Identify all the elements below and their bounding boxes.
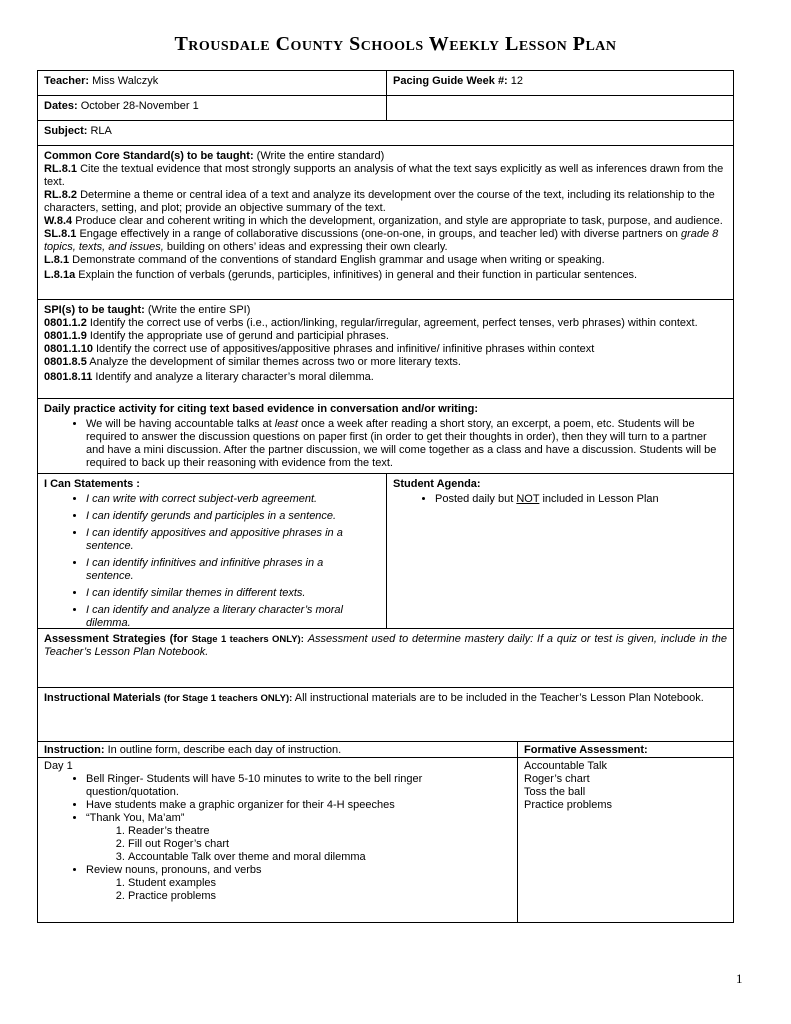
standard-item: RL.8.1 Cite the textual evidence that most strongly supports an analysis of what the text says explicitly as well as inferences drawn from the text. xyxy=(44,163,724,188)
assessment-section xyxy=(38,630,733,662)
agenda-section xyxy=(387,475,733,509)
practice-heading: Daily practice activity for citing text based evidence in conversation and/or writing: xyxy=(44,403,479,415)
teacher-label: Teacher: xyxy=(44,75,90,87)
formative-item: Toss the ball xyxy=(524,786,586,798)
spi-item: 0801.8.5 Analyze the development of similar themes across two or more literary texts. xyxy=(44,356,461,368)
instruction-subitem: 3. Accountable Talk over theme and moral dilemma xyxy=(128,851,446,864)
i-can-section xyxy=(38,475,386,633)
standard-item: SL.8.1 Engage effectively in a range of collaborative discussions (one-on-one, in groups, and teacher led) with diverse partners on grade 8 topics, texts, and issues, building on others’ ideas and expressing their own clearly. xyxy=(44,228,719,253)
dates-cell xyxy=(38,97,386,116)
standards-heading: Common Core Standard(s) to be taught: xyxy=(44,150,254,162)
instruction-heading-note: In outline form, describe each day of instruction. xyxy=(107,744,342,756)
practice-item: • We will be having accountable talks at least once a week after reading a short story, an excerpt, a poem, etc. Students will be required to answer the discussion questions on paper first (in order to get their thoughts in order), then they will turn to a partner and have a mini discussion. After the partner discussion, we will come together as a class and have a discussion. Students will be required to back up their reasoning with evidence from the text. xyxy=(86,418,727,470)
pacing-value: 12 xyxy=(510,75,524,87)
materials-text: All instructional materials are to be included in the Teacher’s Lesson Plan Notebook. xyxy=(294,692,704,704)
standard-item: W.8.4 Produce clear and coherent writing in which the development, organization, and style are appropriate to task, purpose, and audience. xyxy=(44,215,723,227)
i-can-item: • I can identify gerunds and participles in a sentence. xyxy=(86,510,371,523)
dates-value: October 28-November 1 xyxy=(80,100,199,112)
i-can-item: • I can identify and analyze a literary character’s moral dilemma. xyxy=(86,604,371,630)
i-can-item: • I can identify appositives and appositive phrases in a sentence. xyxy=(86,527,371,553)
agenda-heading: Student Agenda: xyxy=(393,478,481,490)
materials-heading-small: (for Stage 1 teachers ONLY): xyxy=(163,693,293,704)
i-can-heading: I Can Statements : xyxy=(44,478,140,490)
instruction-item: • Bell Ringer- Students will have 5-10 minutes to write to the bell ringer question/quotation. xyxy=(86,773,446,799)
standards-heading-note: (Write the entire standard) xyxy=(256,150,385,162)
formative-item: Practice problems xyxy=(524,799,613,811)
instruction-subitem: 1. Reader’s theatre xyxy=(128,825,446,838)
formative-item: Accountable Talk xyxy=(524,760,607,772)
spi-section xyxy=(38,301,733,387)
practice-section xyxy=(38,400,733,473)
dates-label: Dates: xyxy=(44,100,78,112)
day-label: Day 1 xyxy=(44,760,73,772)
instruction-subitem: 2. Practice problems xyxy=(128,890,446,903)
page-title: Trousdale County Schools Weekly Lesson Plan xyxy=(174,33,617,55)
subject-value: RLA xyxy=(90,125,112,137)
instruction-heading: Instruction: xyxy=(44,744,105,756)
formative-body xyxy=(518,759,733,813)
standard-item: L.8.1 Demonstrate command of the conventions of standard English grammar and usage when writing or speaking. xyxy=(44,254,605,266)
standard-item: RL.8.2 Determine a theme or central idea of a text and analyze its development over the course of the text, including its relationship to the characters, setting, and plot; provide an objective summary of the text. xyxy=(44,189,715,214)
instruction-item: • “Thank You, Ma’am” 1. Reader’s theatre 2. Fill out Roger’s chart 3. Accountable Talk over theme and moral dilemma xyxy=(86,812,446,864)
i-can-item: • I can identify similar themes in different texts. xyxy=(86,587,371,600)
i-can-item: • I can write with correct subject-verb agreement. xyxy=(86,493,371,506)
instruction-subitem: 2. Fill out Roger’s chart xyxy=(128,838,446,851)
instruction-header xyxy=(38,743,517,758)
instruction-item: • Have students make a graphic organizer for their 4-H speeches xyxy=(86,799,446,812)
instruction-body xyxy=(38,759,517,904)
subject-cell xyxy=(38,122,733,141)
agenda-item: • Posted daily but NOT included in Lesson Plan xyxy=(435,493,727,506)
standards-section xyxy=(38,147,733,285)
materials-heading: Instructional Materials xyxy=(44,692,161,704)
pacing-label: Pacing Guide Week #: xyxy=(393,75,508,87)
spi-heading-note: (Write the entire SPI) xyxy=(147,304,251,316)
teacher-name: Miss Walczyk xyxy=(92,75,159,87)
instruction-item: • Review nouns, pronouns, and verbs 1. Student examples 2. Practice problems xyxy=(86,864,446,903)
standard-item: L.8.1a Explain the function of verbals (gerunds, participles, infinitives) in general and their function in particular sentences. xyxy=(44,269,638,281)
formative-heading: Formative Assessment: xyxy=(524,744,648,756)
spi-item: 0801.8.11 Identify and analyze a literary character’s moral dilemma. xyxy=(44,371,374,383)
spi-item: 0801.1.10 Identify the correct use of appositives/appositive phrases and infinitive/ infinitive phrases within context xyxy=(44,343,595,355)
assessment-heading-small: Stage 1 teachers ONLY): xyxy=(191,634,304,645)
i-can-item: • I can identify infinitives and infinitive phrases in a sentence. xyxy=(86,557,371,583)
spi-item: 0801.1.9 Identify the appropriate use of gerund and participial phrases. xyxy=(44,330,389,342)
spi-item: 0801.1.2 Identify the correct use of verbs (i.e., action/linking, regular/irregular, agreement, perfect tenses, verb phrases) within context. xyxy=(44,317,698,329)
pacing-cell xyxy=(387,72,733,91)
formative-header xyxy=(518,743,733,758)
assessment-heading: Assessment Strategies (for xyxy=(44,633,188,645)
materials-section xyxy=(38,689,733,708)
subject-label: Subject: xyxy=(44,125,88,137)
instruction-subitem: 1. Student examples xyxy=(128,877,446,890)
assessment-text: Assessment used to determine mastery daily: If a quiz or test is given, include in the Teacher’s Lesson Plan Notebook. xyxy=(44,633,728,658)
teacher-cell xyxy=(38,72,386,91)
formative-item: Roger’s chart xyxy=(524,773,590,785)
spi-heading: SPI(s) to be taught: xyxy=(44,304,145,316)
page-number: 1 xyxy=(736,971,743,986)
